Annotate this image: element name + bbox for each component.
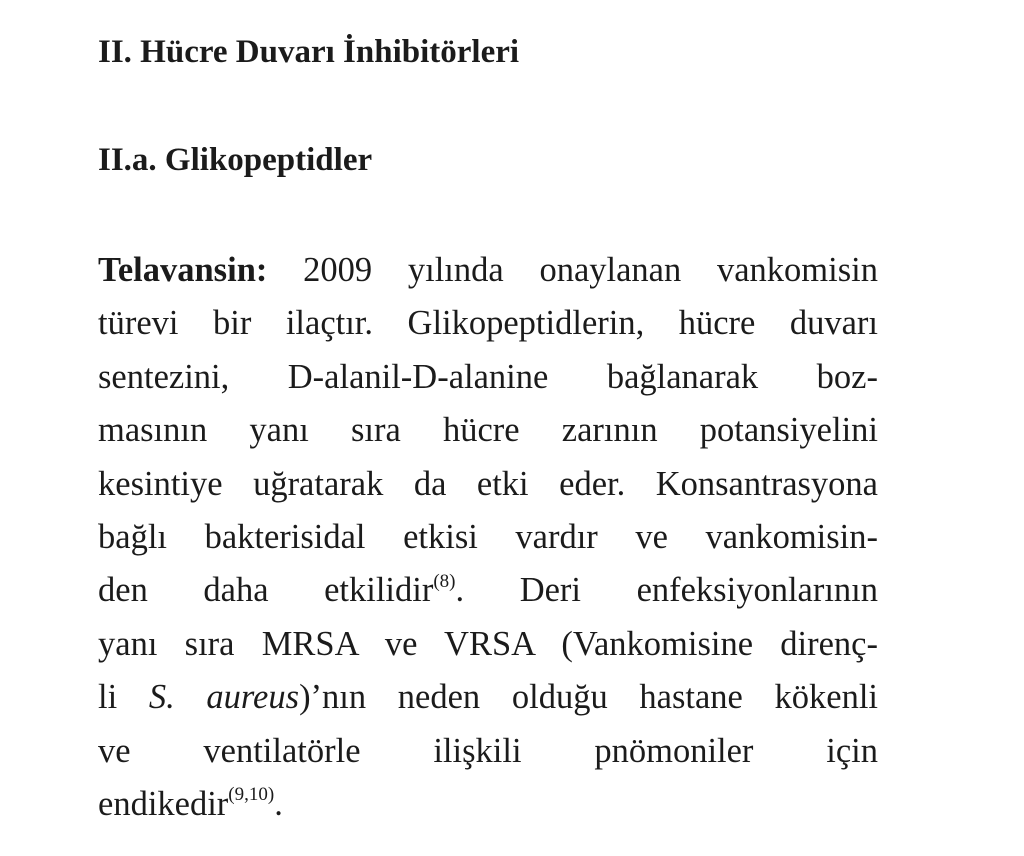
paragraph-line: kesintiye uğratarak da etki eder. Konsantrasyona: [98, 464, 878, 503]
line-text: . Deri enfeksiyonlarının: [455, 571, 878, 610]
paragraph-line: sentezini, D-alanil-D-alanine bağlanarak boz-: [98, 357, 878, 396]
paragraph-line: türevi bir ilaçtır. Glikopeptidlerin, hücre duvarı: [98, 304, 878, 343]
line-text: li: [98, 678, 149, 717]
paragraph-line: bağlı bakterisidal etkisi vardır ve vankomisin-: [98, 517, 878, 556]
citation: (8): [433, 570, 456, 592]
subsection-heading: II.a. Glikopeptidler: [98, 142, 373, 178]
paragraph-line: [98, 564, 878, 617]
line-text: .: [274, 784, 283, 823]
paragraph-line: ve ventilatörle ilişkili pnömoniler için: [98, 731, 878, 770]
paragraph-line: masının yanı sıra hücre zarının potansiyelini: [98, 411, 878, 450]
citation: (9,10): [228, 784, 275, 806]
paragraph-line: yanı sıra MRSA ve VRSA (Vankomisine direnç-: [98, 624, 878, 663]
paragraph-telavansin: [98, 244, 878, 831]
line-text: den daha etkilidir: [98, 571, 434, 610]
species-name: S. aureus: [148, 678, 300, 717]
line-text: )’nın neden olduğu hastane kökenli: [299, 678, 878, 717]
paragraph-line: [98, 778, 878, 831]
line-text: 2009 yılında onaylanan vankomisin: [267, 251, 878, 289]
line-text: endikedir: [98, 784, 229, 823]
paragraph-line: [98, 671, 878, 724]
paragraph-line: [98, 244, 878, 297]
section-heading: II. Hücre Duvarı İnhibitörleri: [98, 34, 520, 70]
lead-term: Telavansin:: [98, 251, 268, 289]
